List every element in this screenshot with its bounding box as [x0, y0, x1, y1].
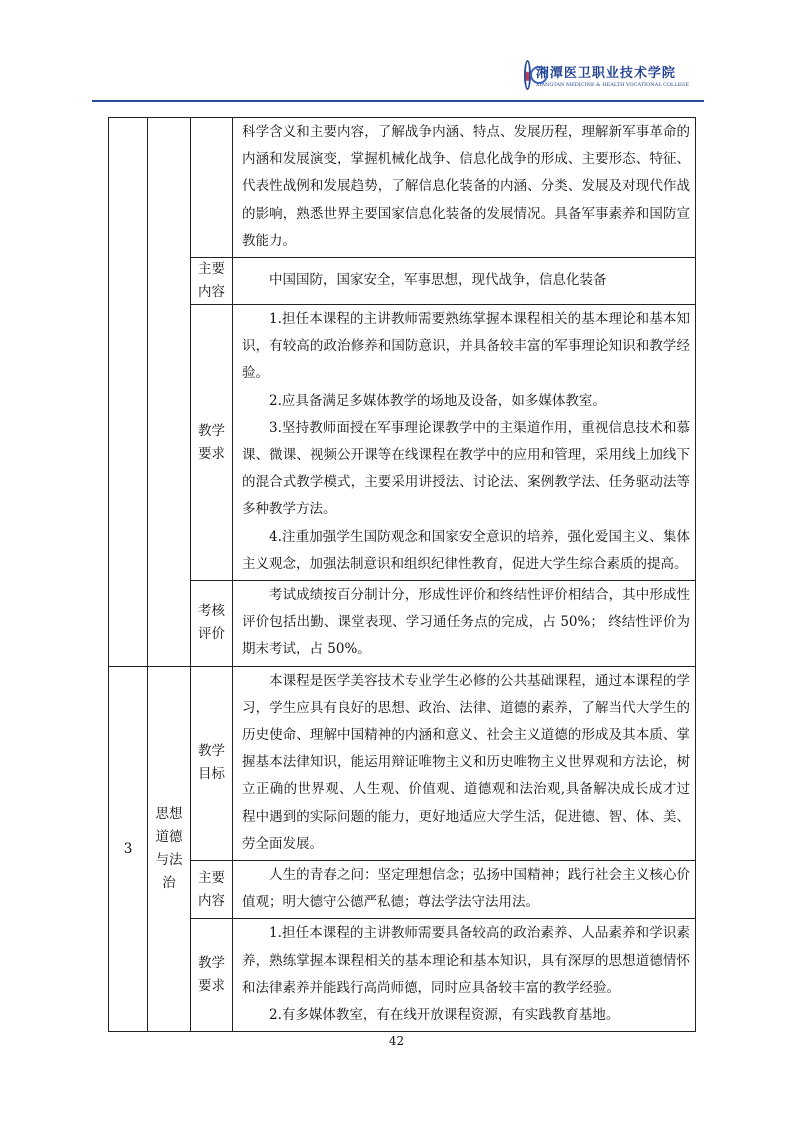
curriculum-table [108, 117, 696, 1032]
table-row [109, 861, 696, 919]
label-cell-requirements [191, 305, 233, 581]
label-cell-content-3 [191, 861, 233, 919]
course-number: 3 [123, 840, 133, 857]
goal-continued-text: 科学含义和主要内容，了解战争内涵、特点、发展历程，理解新军事革命的内涵和发展演变，掌握机械化战争、信息化战争的形成、主要形态、特征、代表性战例和发展趋势，了解信息化装备的内涵、分类、发展及对现代作战的影响，熟悉世界主要国家信息化装备的发展情况。具备军事素养和国防宣教能力。 [242, 124, 690, 249]
requirement-item: 1.担任本课程的主讲教师需要具备较高的政治素养、人品素养和学识素养，熟练掌握本课程相关的基本理论和基本知识，具有深厚的思想道德情怀和法律素养并能践行高尚师德，同时应具备较丰富的教学经验。 [242, 925, 690, 996]
table-row [109, 581, 696, 667]
label-cell-goal-cont [191, 118, 233, 258]
school-name [536, 62, 689, 88]
content-label: 主要内容 [198, 261, 225, 301]
content-cell-3 [233, 861, 696, 919]
requirement-item: 3.坚持教师面授在军事理论课教学中的主渠道作用，重视信息技术和慕课、微课、视频公开课等在线课程在教学中的应用和管理，采用线上加线下的混合式教学模式，主要采用讲授法、讨论法、案例教学法、任务驱动法等多种教学方法。 [242, 419, 690, 518]
table-row [109, 305, 696, 581]
requirement-item: 1.担任本课程的主讲教师需要熟练掌握本课程相关的基本理论和基本知识，有较高的政治修养和国防意识，并具备较丰富的军事理论知识和教学经验。 [242, 311, 690, 382]
content-cell [233, 258, 696, 305]
evaluation-label: 考核评价 [198, 603, 225, 643]
label-cell-requirements-3 [191, 919, 233, 1032]
content-text: 中国国防，国家安全，军事思想，现代战争，信息化装备 [269, 271, 607, 288]
table-row [109, 258, 696, 305]
requirements-label: 教学要求 [198, 422, 225, 462]
content-text-3: 人生的青春之问：坚定理想信念；弘扬中国精神；践行社会主义核心价值观；明大德守公德严私德；尊法学法守法用法。 [242, 867, 690, 911]
table-row [109, 118, 696, 258]
goal-text: 本课程是医学美容技术专业学生必修的公共基础课程，通过本课程的学习，学生应具有良好的思想、政治、法律、道德的素养，了解当代大学生的历史使命、理解中国精神的内涵和意义、社会主义道德的形成及其本质、掌握基本法律知识，能运用辩证唯物主义和历史唯物主义世界观和方法论，树立正确的世界观、人生观、价值观、道德观和法治观,具备解决成长成才过程中遇到的实际问题的能力，更好地适应大学生活，促进德、智、体、美、劳全面发展。 [242, 672, 690, 852]
label-cell-content [191, 258, 233, 305]
page-number: 42 [388, 1034, 405, 1048]
course-name-cell-3 [148, 666, 191, 1032]
content-label-3: 主要内容 [198, 869, 225, 909]
course-number-cell-3 [109, 666, 148, 1032]
requirements-label-3: 教学要求 [198, 955, 225, 995]
school-emblem-icon [524, 60, 531, 90]
label-cell-evaluation [191, 581, 233, 667]
label-cell-goal [191, 666, 233, 860]
requirement-item: 4.注重加强学生国防观念和国家安全意识的培养，强化爱国主义、集体主义观念，加强法制意识和组织纪律性教育，促进大学生综合素质的提高。 [242, 528, 690, 572]
school-name-en: XIANGTAN MEDICINE & HEALTH VOCATIONAL COLLEGE [535, 82, 689, 88]
requirement-item: 2.应具备满足多媒体教学的场地及设备，如多媒体教室。 [269, 392, 606, 409]
table-row [109, 666, 696, 860]
course-name: 思想道德与法治 [155, 805, 183, 891]
table-row [109, 919, 696, 1032]
requirements-cell [233, 305, 696, 581]
header-rule [92, 100, 704, 102]
goal-cell [233, 666, 696, 860]
evaluation-text: 考试成绩按百分制计分，形成性评价和终结性评价相结合，其中形成性评价包括出勤、课堂表现、学习通任务点的完成，占 50%； 终结性评价为期末考试，占 50%。 [242, 587, 690, 658]
school-logo [524, 58, 689, 92]
school-name-cn: 湘潭医卫职业技术学院 [535, 66, 676, 81]
requirements-cell-3 [233, 919, 696, 1032]
course-name-cell-2 [148, 118, 191, 667]
course-number-cell-2 [109, 118, 148, 667]
goal-continued-cell [233, 118, 696, 258]
evaluation-cell [233, 581, 696, 667]
goal-label: 教学目标 [198, 743, 225, 783]
requirement-item: 2.有多媒体教室，有在线开放课程资源，有实践教育基地。 [269, 1007, 620, 1024]
